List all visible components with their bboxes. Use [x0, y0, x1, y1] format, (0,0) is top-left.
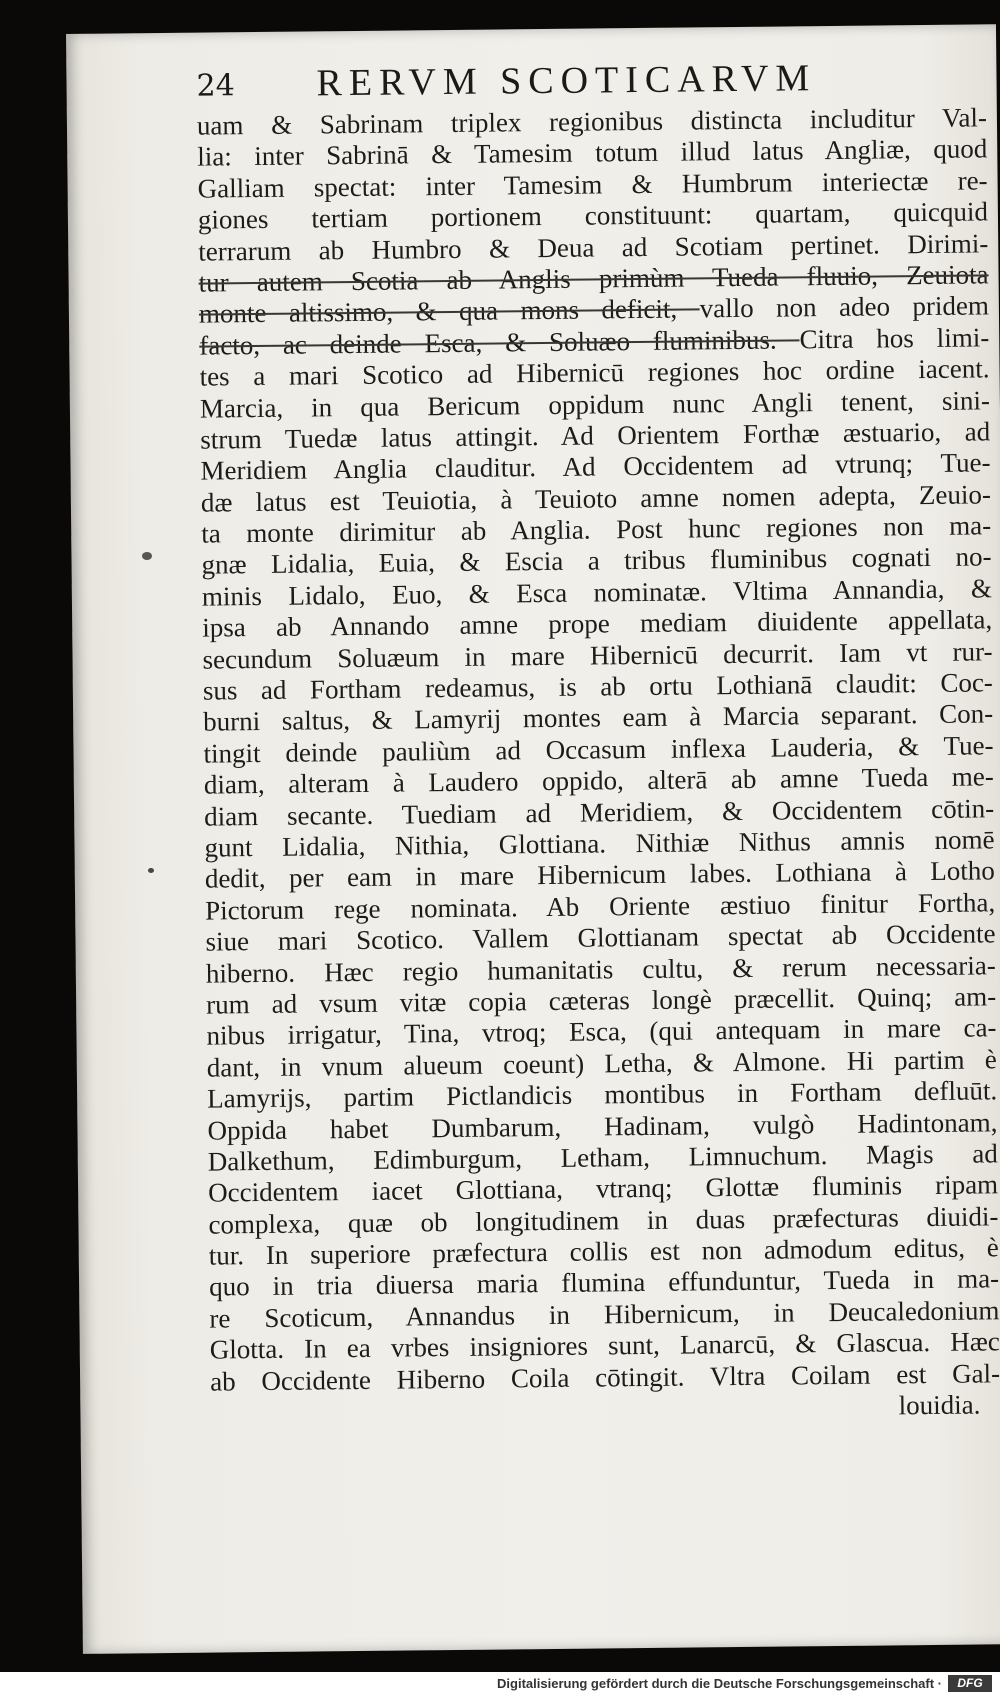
text-line: strum Tuedæ latus attingit. Ad Orientem Forthæ æstuario, ad — [200, 416, 991, 455]
text-line: hiberno. Hæc regio humanitatis cultu, & rerum necessaria- — [205, 949, 996, 989]
text-line: Galliam spectat: inter Tamesim & Humbrum interiectæ re- — [197, 165, 988, 204]
marked-passage: facto, ac deinde Esca, & Soluæo fluminibus. — [199, 324, 800, 361]
text-line: Marcia, in qua Bericum oppidum nunc Angli tenent, sini- — [199, 384, 991, 424]
text-line: dedit, per eam in mare Hibernicum labes. Lothiana à Lotho — [204, 855, 995, 894]
text-line: gunt Lidalia, Nithia, Glottiana. Nithiæ Nithus amnis nomē — [204, 824, 995, 863]
text-line: quo in tria diuersa maria flumina effunduntur, Tueda in ma- — [208, 1263, 1000, 1303]
marked-passage: monte altissimo, & qua mons deficit, — [198, 293, 700, 329]
footer-credit: Digitalisierung gefördert durch die Deutsche Forschungsgemeinschaft · — [497, 1676, 942, 1691]
text-line: ab Occidente Hiberno Coila cōtingit. Vltra Coilam est Gal- — [209, 1357, 1000, 1397]
page-number: 24 — [196, 68, 235, 104]
text-line: facto, ac deinde Esca, & Soluæo fluminibus. Citra hos limi- — [199, 322, 990, 361]
text-line: monte altissimo, & qua mons deficit, vallo non adeo pridem — [198, 290, 990, 329]
marked-passage: tur autem Scotia ab Anglis primùm Tueda fluuio, Zeuiota — [198, 259, 989, 298]
running-head: RERVM SCOTICARVM — [316, 57, 817, 105]
text-line: complexa, quæ ob longitudinem in duas præfecturas diuidi- — [208, 1200, 999, 1240]
text-line: ipsa ab Annando amne prope mediam diuidente appellata, — [202, 604, 993, 643]
text-line: Glotta. In ea vrbes insigniores sunt, Lanarcū, & Glascua. Hæc — [209, 1326, 1000, 1365]
text-line: diam, alteram à Laudero oppido, alterā ab amne Tueda me- — [203, 761, 994, 800]
text-line: siue mari Scotico. Vallem Glottianam spectat ab Occidente — [205, 918, 996, 957]
book-page — [66, 24, 1000, 1654]
text-line: Oppida habet Dumbarum, Hadinam, vulgò Hadintonam, — [207, 1106, 998, 1146]
text-line: uam & Sabrinam triplex regionibus distincta includitur Val- — [196, 102, 988, 141]
text-line: dant, in vnum alueum coeunt) Letha, & Almone. Hi partim è — [206, 1044, 997, 1083]
text-line: louidia. — [898, 1389, 981, 1421]
body-text — [197, 102, 1000, 1429]
text-line: Occidentem iacet Glottiana, vtranq; Glottæ fluminis ripam — [207, 1169, 999, 1208]
text-line: diam secante. Tuediam ad Meridiem, & Occidentem cōtin- — [204, 792, 995, 832]
text-line: Lamyrijs, partim Pictlandicis montibus in Fortham defluūt. — [206, 1075, 998, 1114]
text-line: Dalkethum, Edimburgum, Letham, Limnuchum. Magis ad — [207, 1138, 998, 1177]
text-line: tur. In superiore præfectura collis est non admodum editus, è — [208, 1232, 999, 1271]
text-line: terrarum ab Humbro & Deua ad Scotiam pertinet. Dirimi- — [198, 227, 989, 267]
text-line: rum ad vsum vitæ copia cæteras longè præcellit. Quinq; am- — [206, 981, 997, 1020]
text-line: Meridiem Anglia clauditur. Ad Occidentem ad vtrunq; Tue- — [200, 447, 991, 486]
text-line: lia: inter Sabrinā & Tamesim totum illud latus Angliæ, quod — [197, 133, 988, 173]
text-line: ta monte dirimitur ab Anglia. Post hunc regiones non ma- — [201, 510, 992, 549]
text-line: Pictorum rege nominata. Ab Oriente æstiuo finitur Fortha, — [205, 887, 996, 926]
text-line: secundum Soluæum in mare Hibernicū decurrit. Iam vt rur- — [202, 635, 993, 675]
text-line: minis Lidalo, Euo, & Esca nominatæ. Vltima Annandia, & — [201, 573, 993, 612]
dfg-logo: DFG — [948, 1675, 992, 1692]
text-line: sus ad Fortham redeamus, is ab ortu Lothianā claudit: Coc- — [202, 667, 993, 706]
text-line: burni saltus, & Lamyrij montes eam à Marcia separant. Con- — [203, 698, 994, 738]
text-line: tingit deinde pauliùm ad Occasum inflexa Lauderia, & Tue- — [203, 730, 994, 769]
text-line: re Scoticum, Annandus in Hibernicum, in Deucaledonium — [209, 1295, 1000, 1334]
text-line: gnæ Lidalia, Euia, & Escia a tribus fluminibus cognati no- — [201, 541, 992, 581]
text-line: tes a mari Scotico ad Hibernicū regiones hoc ordine iacent. — [199, 353, 990, 392]
text-line: nibus irrigatur, Tina, vtroq; Esca, (qui antequam in mare ca- — [206, 1012, 997, 1051]
text-line: dæ latus est Teuiotia, à Teuioto amne nomen adepta, Zeuio- — [200, 479, 992, 518]
margin-mark — [142, 552, 152, 560]
text-line: giones tertiam portionem constituunt: quartam, quicquid — [197, 196, 989, 235]
margin-mark — [148, 868, 154, 873]
